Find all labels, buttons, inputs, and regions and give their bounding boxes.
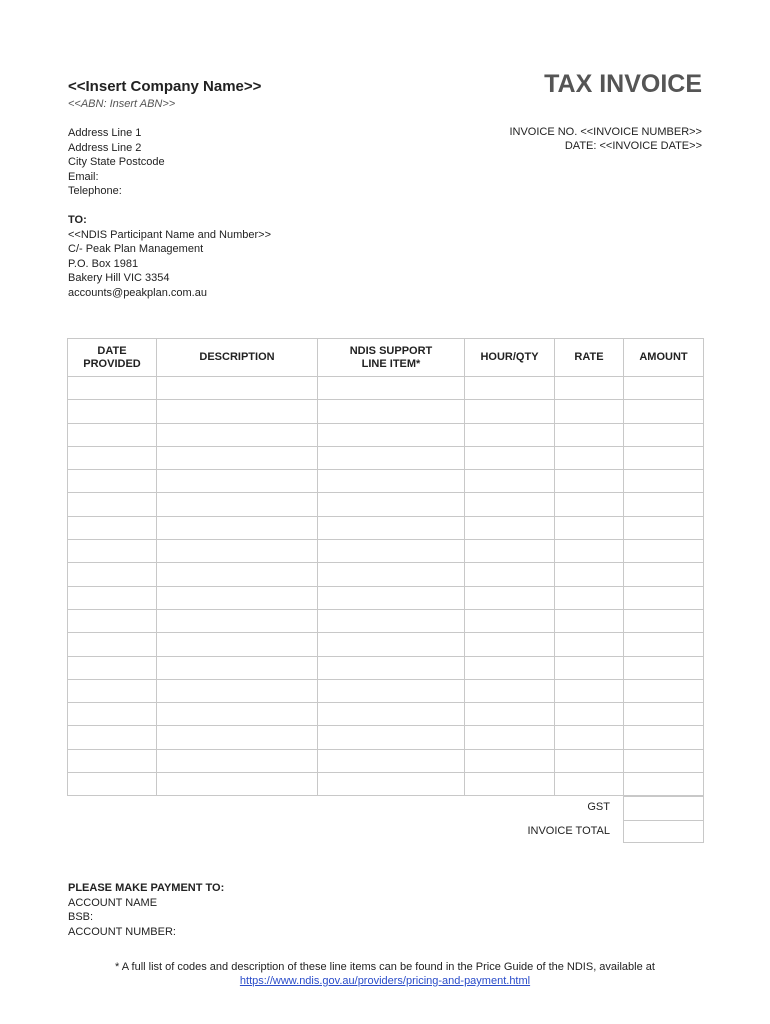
table-row xyxy=(68,679,704,702)
hour-qty-cell[interactable] xyxy=(465,656,555,679)
gst-value-cell[interactable] xyxy=(623,796,704,821)
description-cell[interactable] xyxy=(157,703,318,726)
support-item-cell[interactable] xyxy=(318,749,465,772)
date-provided-cell[interactable] xyxy=(68,703,157,726)
table-row xyxy=(68,423,704,446)
table-row xyxy=(68,773,704,796)
amount-cell[interactable] xyxy=(624,749,704,772)
table-row xyxy=(68,749,704,772)
amount-cell[interactable] xyxy=(624,726,704,749)
table-row xyxy=(68,446,704,469)
description-cell[interactable] xyxy=(157,493,318,516)
description-cell[interactable] xyxy=(157,446,318,469)
rate-cell[interactable] xyxy=(555,423,624,446)
sender-email: Email: xyxy=(68,170,99,183)
amount-cell[interactable] xyxy=(624,516,704,539)
invoice-meta xyxy=(509,126,702,154)
date-provided-cell[interactable] xyxy=(68,493,157,516)
header-hour-qty: HOUR/QTY xyxy=(465,339,555,377)
header-date-provided: DATE PROVIDED xyxy=(68,339,157,377)
rate-cell[interactable] xyxy=(555,470,624,493)
description-cell[interactable] xyxy=(157,470,318,493)
support-item-cell[interactable] xyxy=(318,493,465,516)
document-title: TAX INVOICE xyxy=(544,70,702,98)
amount-cell[interactable] xyxy=(624,609,704,632)
table-row xyxy=(68,656,704,679)
description-cell[interactable] xyxy=(157,609,318,632)
table-header-row xyxy=(68,339,704,377)
rate-cell[interactable] xyxy=(555,446,624,469)
date-provided-cell[interactable] xyxy=(68,679,157,702)
po-box-line: P.O. Box 1981 xyxy=(68,257,139,270)
table-row xyxy=(68,400,704,423)
date-provided-cell[interactable] xyxy=(68,400,157,423)
line-items-table xyxy=(67,338,704,796)
hour-qty-cell[interactable] xyxy=(465,493,555,516)
description-cell[interactable] xyxy=(157,633,318,656)
invoice-number: INVOICE NO. <<INVOICE NUMBER>> xyxy=(509,126,702,138)
header-rate: RATE xyxy=(555,339,624,377)
address-line-1: Address Line 1 xyxy=(68,127,142,139)
description-cell[interactable] xyxy=(157,679,318,702)
support-item-cell[interactable] xyxy=(318,516,465,539)
rate-cell[interactable] xyxy=(555,656,624,679)
recipient-email: accounts@peakplan.com.au xyxy=(68,286,207,299)
amount-cell[interactable] xyxy=(624,493,704,516)
table-row xyxy=(68,493,704,516)
support-item-cell[interactable] xyxy=(318,703,465,726)
date-provided-cell[interactable] xyxy=(68,563,157,586)
amount-cell[interactable] xyxy=(624,633,704,656)
abn-text: <<ABN: Insert ABN>> xyxy=(68,98,176,110)
date-provided-cell[interactable] xyxy=(68,586,157,609)
support-item-cell[interactable] xyxy=(318,726,465,749)
table-row xyxy=(68,377,704,400)
rate-cell[interactable] xyxy=(555,633,624,656)
description-cell[interactable] xyxy=(157,400,318,423)
table-row xyxy=(68,703,704,726)
date-provided-cell[interactable] xyxy=(68,446,157,469)
support-item-cell[interactable] xyxy=(318,586,465,609)
address-line-2: Address Line 2 xyxy=(68,141,142,154)
rate-cell[interactable] xyxy=(555,540,624,563)
sender-address xyxy=(68,126,165,199)
rate-cell[interactable] xyxy=(555,773,624,796)
invoice-date: DATE: <<INVOICE DATE>> xyxy=(564,139,702,152)
recipient-heading: TO: xyxy=(68,214,87,226)
header-amount: AMOUNT xyxy=(624,339,704,377)
support-item-cell[interactable] xyxy=(318,540,465,563)
date-provided-cell[interactable] xyxy=(68,726,157,749)
support-item-cell[interactable] xyxy=(318,377,465,400)
table-row xyxy=(68,470,704,493)
date-provided-cell[interactable] xyxy=(68,470,157,493)
description-cell[interactable] xyxy=(157,423,318,446)
rate-cell[interactable] xyxy=(555,609,624,632)
rate-cell[interactable] xyxy=(555,586,624,609)
hour-qty-cell[interactable] xyxy=(465,703,555,726)
hour-qty-cell[interactable] xyxy=(465,633,555,656)
sender-telephone: Telephone: xyxy=(68,185,122,198)
support-item-cell[interactable] xyxy=(318,609,465,632)
hour-qty-cell[interactable] xyxy=(465,773,555,796)
table-row xyxy=(68,726,704,749)
rate-cell[interactable] xyxy=(555,493,624,516)
rate-cell[interactable] xyxy=(555,377,624,400)
gst-label: GST xyxy=(587,801,610,813)
support-item-cell[interactable] xyxy=(318,656,465,679)
hour-qty-cell[interactable] xyxy=(465,726,555,749)
table-row xyxy=(68,540,704,563)
amount-cell[interactable] xyxy=(624,703,704,726)
description-cell[interactable] xyxy=(157,377,318,400)
city-state-postcode: City State Postcode xyxy=(68,156,165,169)
amount-cell[interactable] xyxy=(624,446,704,469)
header-ndis-support-line-item: NDIS SUPPORT LINE ITEM* xyxy=(318,339,465,377)
amount-cell[interactable] xyxy=(624,540,704,563)
hour-qty-cell[interactable] xyxy=(465,516,555,539)
description-cell[interactable] xyxy=(157,773,318,796)
support-item-cell[interactable] xyxy=(318,400,465,423)
date-provided-cell[interactable] xyxy=(68,633,157,656)
support-item-cell[interactable] xyxy=(318,423,465,446)
amount-cell[interactable] xyxy=(624,400,704,423)
date-provided-cell[interactable] xyxy=(68,516,157,539)
pricing-guide-link[interactable]: https://www.ndis.gov.au/providers/pricing-and-payment.html xyxy=(239,975,531,987)
rate-cell[interactable] xyxy=(555,679,624,702)
description-cell[interactable] xyxy=(157,656,318,679)
amount-cell[interactable] xyxy=(624,656,704,679)
invoice-total-label: INVOICE TOTAL xyxy=(527,825,610,837)
amount-cell[interactable] xyxy=(624,773,704,796)
recipient-block xyxy=(68,213,271,301)
payment-block xyxy=(68,881,224,939)
description-cell[interactable] xyxy=(157,586,318,609)
table-row xyxy=(68,586,704,609)
support-item-cell[interactable] xyxy=(318,446,465,469)
footnote-text: * A full list of codes and description of these line items can be found in the Price Guide of the NDIS, available at xyxy=(115,961,655,973)
hour-qty-cell[interactable] xyxy=(465,749,555,772)
rate-cell[interactable] xyxy=(555,563,624,586)
amount-cell[interactable] xyxy=(624,679,704,702)
date-provided-cell[interactable] xyxy=(68,773,157,796)
rate-cell[interactable] xyxy=(555,749,624,772)
description-cell[interactable] xyxy=(157,516,318,539)
description-cell[interactable] xyxy=(157,749,318,772)
rate-cell[interactable] xyxy=(555,400,624,423)
hour-qty-cell[interactable] xyxy=(465,446,555,469)
rate-cell[interactable] xyxy=(555,703,624,726)
participant-name: <<NDIS Participant Name and Number>> xyxy=(68,228,271,241)
bsb: BSB: xyxy=(68,911,94,924)
date-provided-cell[interactable] xyxy=(68,609,157,632)
date-provided-cell[interactable] xyxy=(68,749,157,772)
hour-qty-cell[interactable] xyxy=(465,563,555,586)
payment-heading: PLEASE MAKE PAYMENT TO: xyxy=(68,882,225,894)
table-body xyxy=(68,377,704,796)
invoice-total-value-cell[interactable] xyxy=(623,819,704,843)
table-row xyxy=(68,516,704,539)
description-cell[interactable] xyxy=(157,540,318,563)
hour-qty-cell[interactable] xyxy=(465,609,555,632)
suburb-line: Bakery Hill VIC 3354 xyxy=(68,272,170,285)
hour-qty-cell[interactable] xyxy=(465,679,555,702)
support-item-cell[interactable] xyxy=(318,563,465,586)
hour-qty-cell[interactable] xyxy=(465,377,555,400)
hour-qty-cell[interactable] xyxy=(465,470,555,493)
company-name: <<Insert Company Name>> xyxy=(68,78,262,95)
hour-qty-cell[interactable] xyxy=(465,400,555,423)
support-item-cell[interactable] xyxy=(318,773,465,796)
amount-cell[interactable] xyxy=(624,377,704,400)
account-name: ACCOUNT NAME xyxy=(68,896,158,909)
support-item-cell[interactable] xyxy=(318,633,465,656)
hour-qty-cell[interactable] xyxy=(465,540,555,563)
rate-cell[interactable] xyxy=(555,726,624,749)
table-row xyxy=(68,633,704,656)
amount-cell[interactable] xyxy=(624,423,704,446)
table-row xyxy=(68,609,704,632)
hour-qty-cell[interactable] xyxy=(465,586,555,609)
amount-cell[interactable] xyxy=(624,586,704,609)
care-of-line: C/- Peak Plan Management xyxy=(68,243,204,256)
account-number: ACCOUNT NUMBER: xyxy=(68,925,176,938)
support-item-cell[interactable] xyxy=(318,470,465,493)
date-provided-cell[interactable] xyxy=(68,423,157,446)
hour-qty-cell[interactable] xyxy=(465,423,555,446)
rate-cell[interactable] xyxy=(555,516,624,539)
table-row xyxy=(68,563,704,586)
date-provided-cell[interactable] xyxy=(68,656,157,679)
support-item-cell[interactable] xyxy=(318,679,465,702)
header-description: DESCRIPTION xyxy=(157,339,318,377)
amount-cell[interactable] xyxy=(624,563,704,586)
footnote xyxy=(0,960,770,988)
date-provided-cell[interactable] xyxy=(68,377,157,400)
date-provided-cell[interactable] xyxy=(68,540,157,563)
description-cell[interactable] xyxy=(157,563,318,586)
description-cell[interactable] xyxy=(157,726,318,749)
amount-cell[interactable] xyxy=(624,470,704,493)
